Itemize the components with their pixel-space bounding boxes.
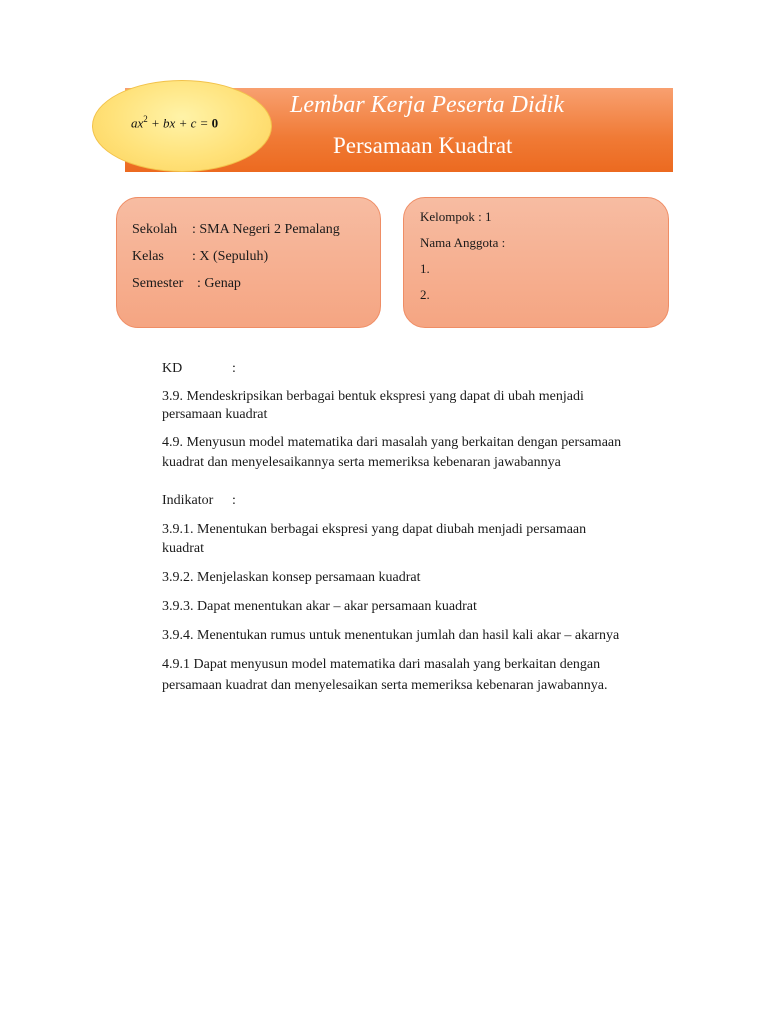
worksheet-title: Lembar Kerja Peserta Didik: [290, 92, 564, 118]
member-2: 2.: [420, 287, 430, 302]
indikator-item-5-line-1: 4.9.1 Dapat menyusun model matematika dari masalah yang berkaitan dengan: [162, 657, 601, 672]
indikator-item-4: 3.9.4. Menentukan rumus untuk menentukan jumlah dan hasil kali akar – akarnya: [162, 628, 620, 643]
kd-heading: KD :: [162, 361, 236, 376]
semester-row: Semester : Genap: [132, 276, 241, 291]
indikator-heading: Indikator :: [162, 493, 236, 508]
kd-item-2-line-2: kuadrat dan menyelesaikannya serta memeriksa kebenaran jawabannya: [162, 455, 561, 470]
school-row: Sekolah : SMA Negeri 2 Pemalang: [132, 222, 340, 237]
indikator-item-1-line-1: 3.9.1. Menentukan berbagai ekspresi yang dapat diubah menjadi persamaan: [162, 522, 587, 537]
member-1: 1.: [420, 261, 430, 276]
indikator-item-5-line-2: persamaan kuadrat dan menyelesaikan serta memeriksa kebenaran jawabannya.: [162, 678, 608, 693]
group-number: Kelompok : 1: [420, 209, 492, 224]
indikator-item-1-line-2: kuadrat: [162, 541, 204, 556]
worksheet-subtitle: Persamaan Kuadrat: [333, 133, 513, 158]
kd-item-1-line-2: persamaan kuadrat: [162, 407, 268, 422]
indikator-item-2: 3.9.2. Menjelaskan konsep persamaan kuadrat: [162, 570, 421, 585]
indikator-item-3: 3.9.3. Dapat menentukan akar – akar persamaan kuadrat: [162, 599, 477, 614]
kd-item-2-line-1: 4.9. Menyusun model matematika dari masalah yang berkaitan dengan persamaan: [162, 435, 622, 450]
kd-item-1-line-1: 3.9. Mendeskripsikan berbagai bentuk ekspresi yang dapat di ubah menjadi: [162, 389, 584, 404]
quadratic-formula: $ax^2$ + bx + c = 0: [131, 114, 219, 131]
members-label: Nama Anggota :: [420, 235, 506, 250]
class-row: Kelas : X (Sepuluh): [132, 249, 269, 264]
